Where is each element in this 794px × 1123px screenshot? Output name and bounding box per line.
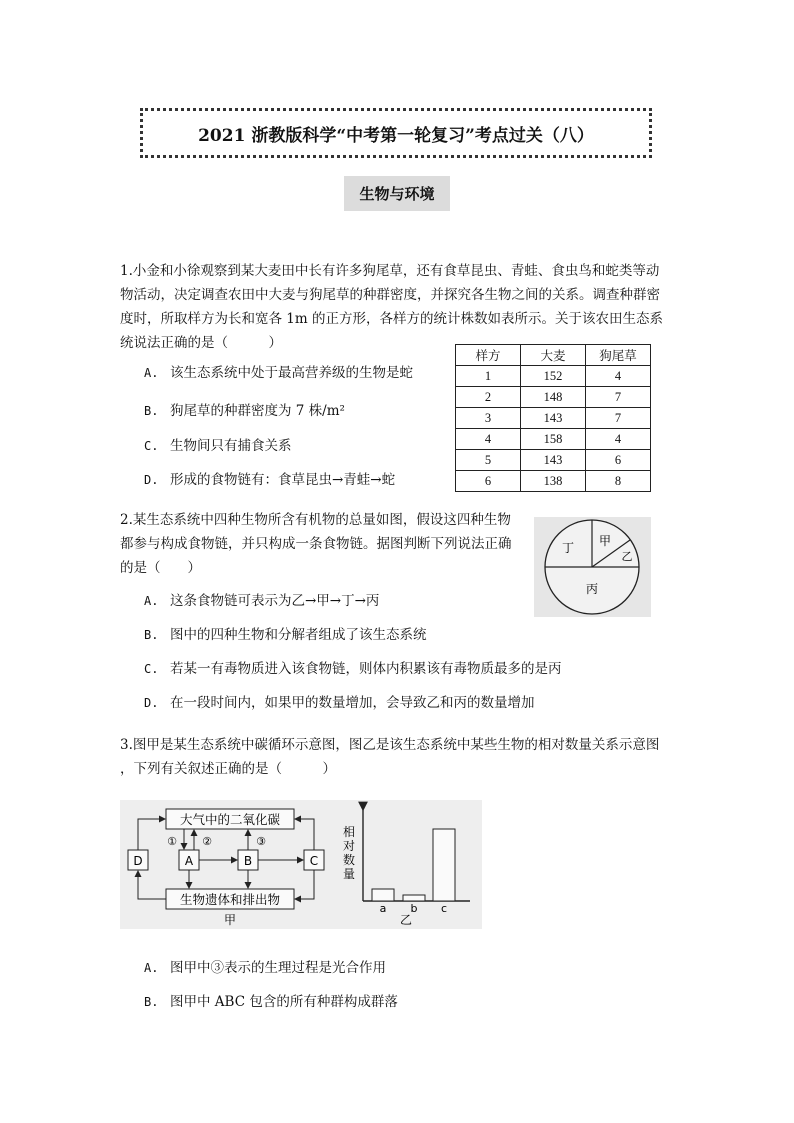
table-row — [456, 366, 651, 387]
q3-bar-chart — [343, 810, 470, 927]
option-key: C. — [144, 439, 159, 453]
q3-stem — [120, 733, 659, 781]
option-text: 图甲中 ABC 包含的所有种群构成群落 — [170, 994, 398, 1010]
remains-box-label: 生物遗体和排出物 — [179, 892, 281, 907]
arrow-d-to-co2 — [138, 819, 165, 850]
option-text: 图甲中③表示的生理过程是光合作用 — [170, 960, 386, 976]
pie-label-ding: 丁 — [561, 541, 575, 555]
table-row — [456, 429, 651, 450]
option-text: 生物间只有捕食关系 — [170, 438, 292, 454]
table-cell: 7 — [586, 387, 651, 408]
option-text: 这条食物链可表示为乙→甲→丁→丙 — [170, 593, 380, 609]
q1-option-d[interactable] — [144, 470, 395, 490]
q2-pie-figure — [534, 517, 651, 617]
table-cell: 143 — [521, 408, 586, 429]
caption-jia: 甲 — [223, 913, 237, 927]
option-text: 在一段时间内，如果甲的数量增加，会导致乙和丙的数量增加 — [170, 695, 535, 711]
q1-stem-line: 物活动，决定调查农田中大麦与狗尾草的种群密度，并探究各生物之间的关系。调查种群密 — [120, 287, 660, 303]
table-cell: 6 — [456, 471, 521, 492]
table-cell: 4 — [586, 366, 651, 387]
table-cell: 148 — [521, 387, 586, 408]
option-key: A. — [144, 594, 159, 608]
bar-a — [372, 889, 394, 901]
y-axis-label-1: 相 — [342, 825, 356, 839]
table-row — [456, 450, 651, 471]
bar-c — [433, 829, 455, 901]
node-a-label: A — [184, 854, 194, 868]
q1-option-c[interactable] — [144, 436, 292, 456]
q3-option-a[interactable] — [144, 958, 386, 978]
q3-stem-line: 3.图甲是某生态系统中碳循环示意图，图乙是该生态系统中某些生物的相对数量关系示意图 — [120, 737, 660, 753]
q3-stem-line: ，下列有关叙述正确的是（ ） — [120, 761, 336, 777]
y-axis-label-2: 对 — [342, 839, 356, 853]
caption-yi: 乙 — [399, 913, 413, 927]
q1-stem — [120, 259, 663, 355]
option-key: B. — [144, 404, 159, 418]
document-title: 2021 浙教版科学“中考第一轮复习”考点过关（八） — [140, 108, 652, 158]
node-d-label: D — [133, 854, 143, 868]
table-cell: 3 — [456, 408, 521, 429]
table-header-cell: 狗尾草 — [586, 345, 651, 366]
mark-3: ③ — [256, 835, 266, 848]
option-key: D. — [144, 473, 159, 487]
table-cell: 8 — [586, 471, 651, 492]
y-axis-label-4: 量 — [342, 867, 356, 881]
mark-1: ① — [167, 835, 177, 848]
section-subtitle: 生物与环境 — [344, 176, 450, 211]
table-header-row — [456, 345, 651, 366]
bar-label-c: c — [440, 902, 448, 915]
bar-label-a: a — [379, 902, 387, 915]
table-cell: 4 — [456, 429, 521, 450]
arrow-c-to-co2 — [295, 819, 314, 850]
table-cell: 4 — [586, 429, 651, 450]
option-key: B. — [144, 628, 159, 642]
option-key: D. — [144, 696, 159, 710]
table-header-cell: 样方 — [456, 345, 521, 366]
q2-stem-line: 都参与构成食物链，并只构成一条食物链。据图判断下列说法正确 — [120, 536, 512, 552]
q3-option-b[interactable] — [144, 992, 398, 1012]
q3-figure — [120, 800, 482, 929]
arrow-remains-to-d — [138, 871, 166, 899]
table-cell: 152 — [521, 366, 586, 387]
option-key: B. — [144, 995, 159, 1009]
table-row — [456, 387, 651, 408]
table-cell: 158 — [521, 429, 586, 450]
bar-b — [403, 895, 425, 901]
table-cell: 6 — [586, 450, 651, 471]
table-row — [456, 408, 651, 429]
q2-option-b[interactable] — [144, 625, 427, 645]
mark-2: ② — [202, 835, 212, 848]
q2-option-a[interactable] — [144, 591, 379, 611]
table-cell: 5 — [456, 450, 521, 471]
q1-stem-line: 统说法正确的是（ ） — [120, 335, 282, 351]
option-text: 该生态系统中处于最高营养级的生物是蛇 — [170, 365, 413, 381]
q2-stem-line: 的是（ ） — [120, 560, 201, 576]
option-key: A. — [144, 366, 159, 380]
q1-option-b[interactable] — [144, 401, 345, 421]
table-cell: 1 — [456, 366, 521, 387]
pie-label-bing: 丙 — [585, 582, 599, 596]
option-text: 形成的食物链有：食草昆虫→青蛙→蛇 — [170, 472, 396, 488]
node-b-label: B — [243, 854, 253, 868]
bar-label-b: b — [410, 902, 418, 915]
option-text: 若某一有毒物质进入该食物链，则体内积累该有毒物质最多的是丙 — [170, 661, 562, 677]
option-key: A. — [144, 961, 159, 975]
q1-stem-line: 1.小金和小徐观察到某大麦田中长有许多狗尾草，还有食草昆虫、青蛙、食虫鸟和蛇类等动 — [120, 263, 660, 279]
table-cell: 143 — [521, 450, 586, 471]
table-header-cell: 大麦 — [521, 345, 586, 366]
co2-box-label: 大气中的二氧化碳 — [179, 812, 281, 827]
q1-sample-table — [455, 344, 651, 492]
arrow-c-to-remains — [295, 870, 314, 899]
q2-option-c[interactable] — [144, 659, 562, 679]
option-text: 狗尾草的种群密度为 7 株/m² — [170, 403, 345, 419]
y-axis-label-3: 数 — [342, 853, 356, 867]
table-cell: 7 — [586, 408, 651, 429]
q1-stem-line: 度时，所取样方为长和宽各 1m 的正方形，各样方的统计株数如表所示。关于该农田生态系 — [120, 311, 663, 327]
pie-label-jia: 甲 — [598, 534, 612, 548]
q1-option-a[interactable] — [144, 363, 413, 383]
option-key: C. — [144, 662, 159, 676]
table-row — [456, 471, 651, 492]
q2-stem — [120, 508, 512, 580]
table-cell: 2 — [456, 387, 521, 408]
pie-label-yi: 乙 — [621, 550, 633, 563]
q2-stem-line: 2.某生态系统中四种生物所含有机物的总量如图，假设这四种生物 — [120, 512, 511, 528]
option-text: 图中的四种生物和分解者组成了该生态系统 — [170, 627, 427, 643]
table-cell: 138 — [521, 471, 586, 492]
node-c-label: C — [309, 854, 319, 868]
q2-option-d[interactable] — [144, 693, 535, 713]
